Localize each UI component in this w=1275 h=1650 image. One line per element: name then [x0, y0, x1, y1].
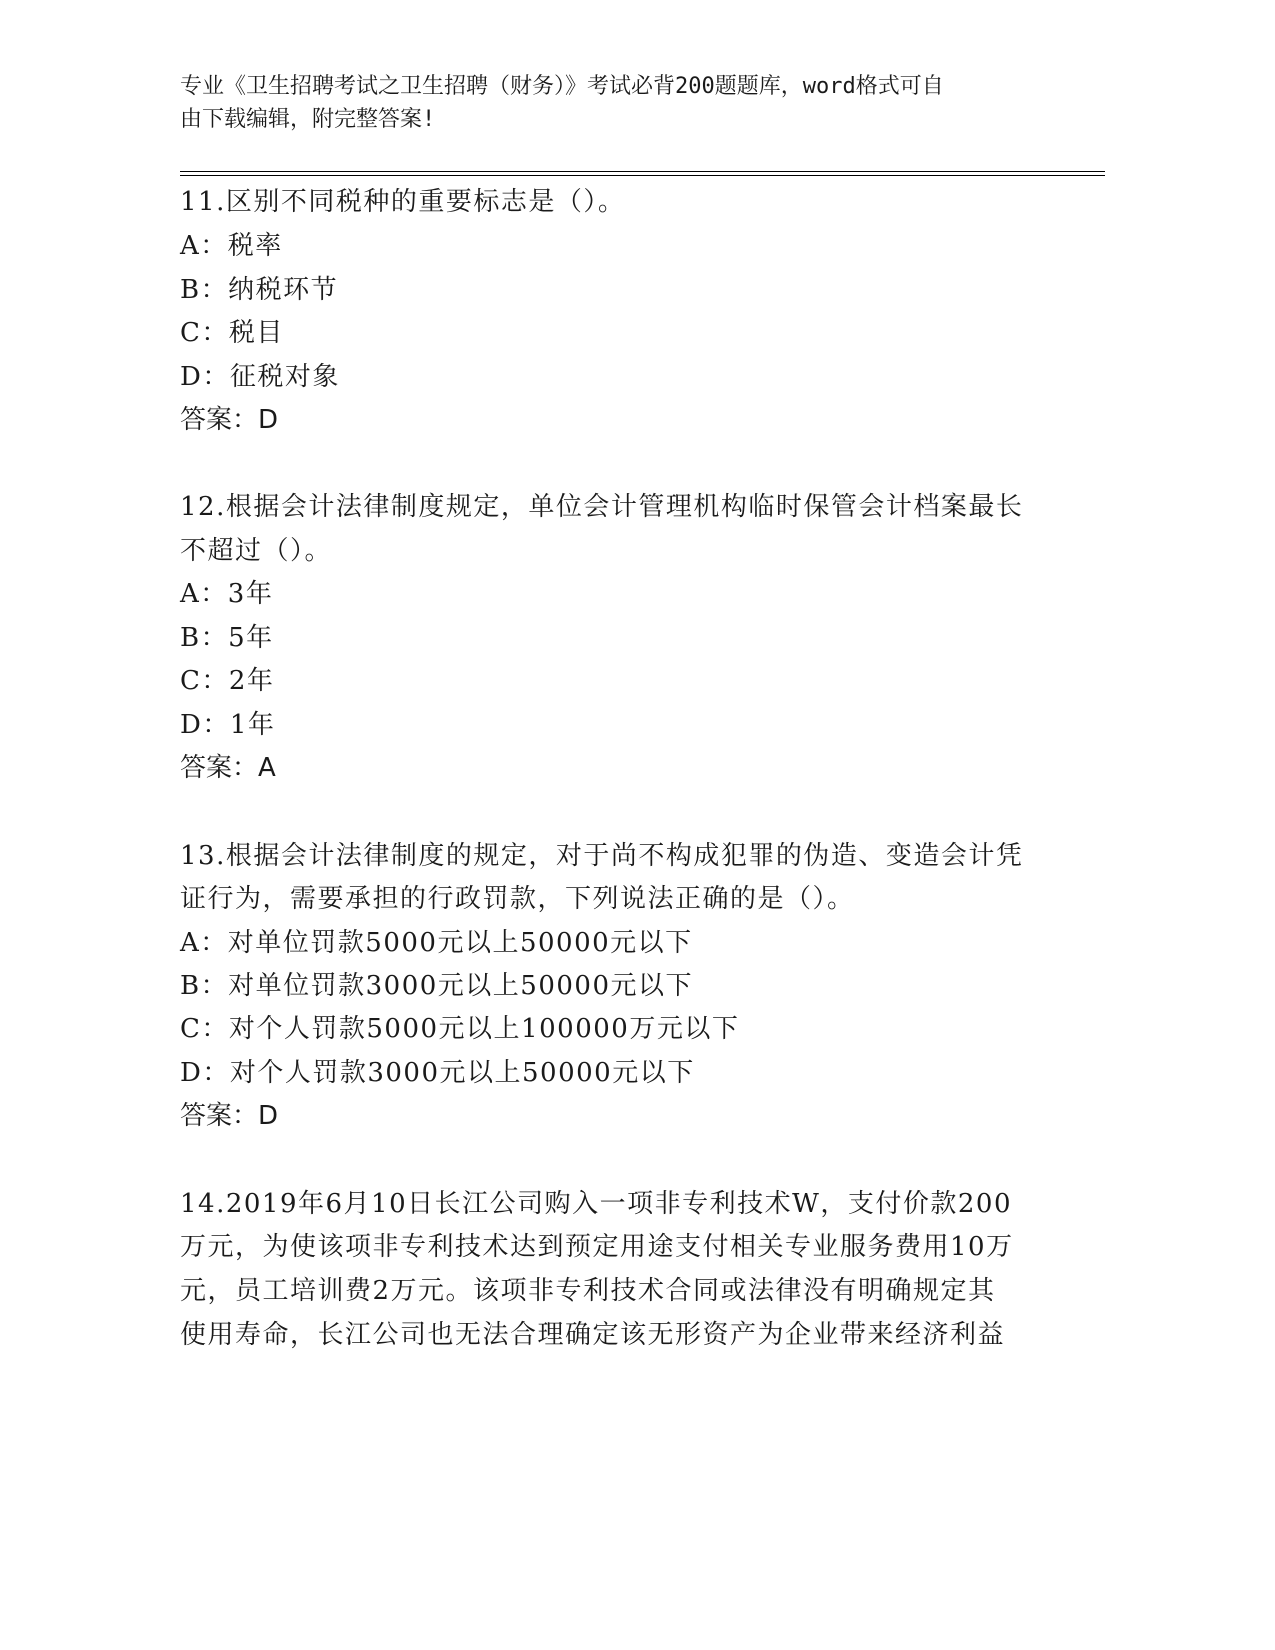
question-12-answer: 答案：A	[180, 753, 276, 783]
question-11-option-d: D：征税对象	[180, 362, 340, 392]
question-12-option-a: A：3年	[180, 579, 274, 609]
question-14-stem-line-4: 使用寿命，长江公司也无法合理确定该无形资产为企业带来经济利益	[180, 1320, 1006, 1350]
question-12-option-d: D：1年	[180, 710, 276, 740]
question-11-option-b: B：纳税环节	[180, 275, 339, 305]
question-13-option-b: B：对单位罚款3000元以上50000元以下	[180, 971, 693, 1001]
question-14-stem-line-1: 14.2019年6月10日长江公司购入一项非专利技术W，支付价款200	[180, 1189, 1012, 1219]
question-12-option-b: B：5年	[180, 623, 274, 653]
question-13-stem-line-2: 证行为，需要承担的行政罚款，下列说法正确的是（）。	[180, 884, 855, 914]
question-11-answer: 答案：D	[180, 405, 279, 435]
header-divider-bottom	[180, 175, 1105, 176]
question-11-option-a: A：税率	[180, 231, 283, 261]
question-12-stem-line-1: 12.根据会计法律制度规定，单位会计管理机构临时保管会计档案最长	[180, 492, 1024, 522]
header-intro-line-2: 由下载编辑，附完整答案!	[180, 107, 436, 132]
question-13-answer: 答案：D	[180, 1101, 279, 1131]
question-14-stem-line-2: 万元，为使该项非专利技术达到预定用途支付相关专业服务费用10万	[180, 1232, 1014, 1262]
question-11-stem-line-1: 11.区别不同税种的重要标志是（）。	[180, 187, 626, 217]
question-14-stem-line-3: 元，员工培训费2万元。该项非专利技术合同或法律没有明确规定其	[180, 1276, 996, 1306]
document-header	[180, 70, 1040, 136]
question-12-stem-line-2: 不超过（）。	[180, 536, 333, 566]
header-divider-top	[180, 171, 1105, 172]
question-11-option-c: C：税目	[180, 318, 284, 348]
question-12-option-c: C：2年	[180, 666, 275, 696]
question-13-option-c: C：对个人罚款5000元以上100000万元以下	[180, 1014, 740, 1044]
header-intro-line-1: 专业《卫生招聘考试之卫生招聘（财务）》考试必背200题题库，word格式可自	[180, 74, 944, 99]
question-13-option-d: D：对个人罚款3000元以上50000元以下	[180, 1058, 695, 1088]
question-13-stem-line-1: 13.根据会计法律制度的规定，对于尚不构成犯罪的伪造、变造会计凭	[180, 841, 1024, 871]
question-13-option-a: A：对单位罚款5000元以上50000元以下	[180, 928, 693, 958]
